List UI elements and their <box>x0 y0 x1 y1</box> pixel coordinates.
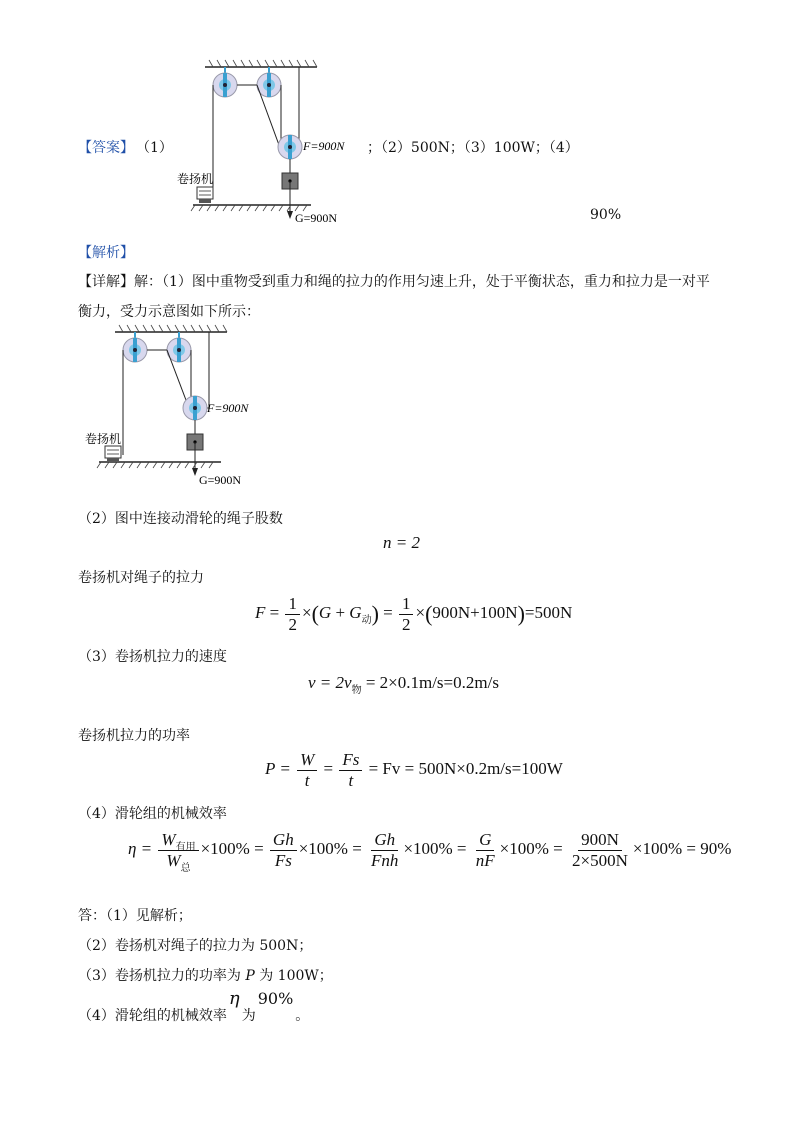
detail-tag: 【详解】 <box>78 274 134 290</box>
power-label: 卷扬机拉力的功率 <box>78 728 190 744</box>
winch-label: 卷扬机 <box>177 172 214 186</box>
winch <box>197 187 213 199</box>
gravity-label: G=900N <box>295 211 338 225</box>
answer-parts-2-4: ；（2）500N；（3）100W；（4） <box>367 140 579 156</box>
fixed-pulley-left <box>123 332 147 362</box>
force-label: F=900N <box>207 401 249 415</box>
winch <box>105 446 121 458</box>
detail-line-1 <box>78 271 710 291</box>
conclusion-line-2: （2）卷扬机对绳子的拉力为 500N； <box>78 938 313 954</box>
pulley-diagram-analysis <box>85 320 285 490</box>
q2-text: （2）图中连接动滑轮的绳子股数 <box>78 511 283 527</box>
q4-text: （4）滑轮组的机械效率 <box>78 806 227 822</box>
winch-label: 卷扬机 <box>85 432 122 446</box>
movable-pulley <box>278 135 302 173</box>
velocity-formula: $v = 2v_物 = 2\times 0.1m/s=0.2m/s$ <box>308 673 499 696</box>
efficiency-formula: η = $\frac{W_{有用}}{W_总}$ ×100% = $\frac{Gh}{Fs}$ ×100% = $\frac{Gh}{\text{Fnh}}$ ×100% = $\frac{G}{nF}$ ×100% = $\frac{900N}{2\times 500N}$ ×100% = 90% <box>128 830 732 874</box>
power-formula: P = $\frac{W}{t}$ = $\frac{Fs}{t}$ = Fv = 500N×0.2m/s=100W <box>265 750 563 790</box>
movable-pulley <box>183 396 207 434</box>
fixed-pulley-right <box>257 67 281 97</box>
n-equation: n = 2 <box>383 533 420 552</box>
fixed-pulley-left <box>213 67 237 97</box>
answer-part1: （1） <box>136 140 173 156</box>
gravity-label: G=900N <box>199 473 242 487</box>
winch-pull-text: 卷扬机对绳子的拉力 <box>78 570 204 586</box>
force-label: F=900N <box>303 139 345 153</box>
conclusion-line-3: （3）卷扬机拉力的功率为 P 为 100W； <box>78 968 333 984</box>
q3-text: （3）卷扬机拉力的速度 <box>78 649 227 665</box>
answer-efficiency: 90% <box>590 207 622 223</box>
fixed-pulley-right <box>167 332 191 362</box>
analysis-tag: 【解析】 <box>78 245 134 261</box>
detail-line-2: 衡力，受力示意图如下所示： <box>78 304 260 320</box>
force-formula: F = $\frac{1}{2}$ $\times(G + G_动)$ = $\frac{1}{2}$ ×(900N+100N)=500N <box>255 594 573 634</box>
pulley-diagram-answer <box>175 55 375 225</box>
conclusion-line-1: 答：（1）见解析； <box>78 908 192 924</box>
answer-tag: 【答案】 <box>78 140 134 156</box>
detail-intro: 解：（1）图中重物受到重力和绳的拉力的作用匀速上升，处于平衡状态，重力和拉力是一对平 <box>134 274 710 290</box>
conclusion-line-4: （4）滑轮组的机械效率η为90%。 <box>78 988 310 1024</box>
